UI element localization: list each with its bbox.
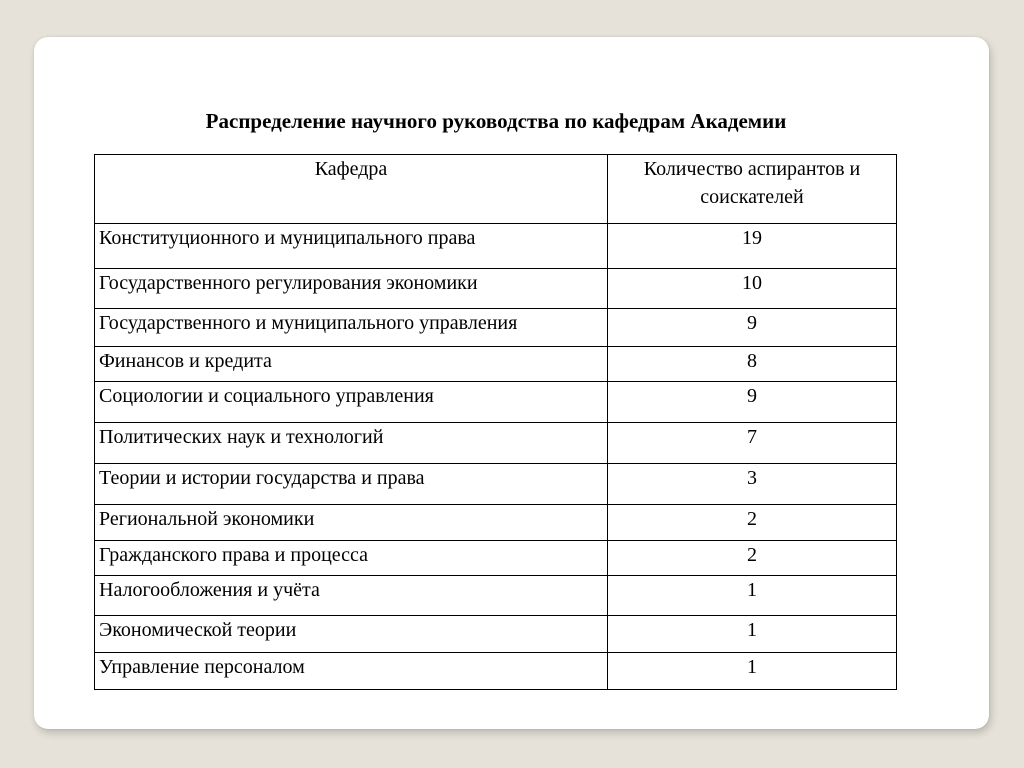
table-row xyxy=(95,541,897,576)
count-cell: 3 xyxy=(608,464,897,505)
table-header-row xyxy=(95,155,897,224)
department-cell: Налогообложения и учёта xyxy=(95,576,608,616)
department-cell: Политических наук и технологий xyxy=(95,423,608,464)
column-header-department: Кафедра xyxy=(95,155,608,224)
department-cell: Финансов и кредита xyxy=(95,347,608,382)
count-cell: 19 xyxy=(608,224,897,269)
table-row xyxy=(95,505,897,541)
column-header-count: Количество аспирантов и соискателей xyxy=(608,155,897,224)
department-cell: Гражданского права и процесса xyxy=(95,541,608,576)
department-cell: Социологии и социального управления xyxy=(95,382,608,423)
page-title: Распределение научного руководства по кафедрам Академии xyxy=(205,109,787,133)
department-cell: Экономической теории xyxy=(95,616,608,653)
departments-table xyxy=(94,154,897,690)
table-row xyxy=(95,464,897,505)
count-cell: 2 xyxy=(608,541,897,576)
department-cell: Управление персоналом xyxy=(95,653,608,690)
table-row xyxy=(95,382,897,423)
table-row xyxy=(95,576,897,616)
count-cell: 10 xyxy=(608,269,897,309)
count-cell: 1 xyxy=(608,653,897,690)
count-cell: 1 xyxy=(608,576,897,616)
department-cell: Государственного регулирования экономики xyxy=(95,269,608,309)
table-row xyxy=(95,423,897,464)
department-cell: Государственного и муниципального управления xyxy=(95,309,608,347)
count-cell: 8 xyxy=(608,347,897,382)
count-cell: 9 xyxy=(608,309,897,347)
table-row xyxy=(95,224,897,269)
table-row xyxy=(95,616,897,653)
department-cell: Теории и истории государства и права xyxy=(95,464,608,505)
count-cell: 7 xyxy=(608,423,897,464)
table-row xyxy=(95,653,897,690)
count-cell: 1 xyxy=(608,616,897,653)
department-cell: Конституционного и муниципального права xyxy=(95,224,608,269)
table-row xyxy=(95,347,897,382)
table-row xyxy=(95,269,897,309)
count-cell: 2 xyxy=(608,505,897,541)
table-row xyxy=(95,309,897,347)
department-cell: Региональной экономики xyxy=(95,505,608,541)
count-cell: 9 xyxy=(608,382,897,423)
